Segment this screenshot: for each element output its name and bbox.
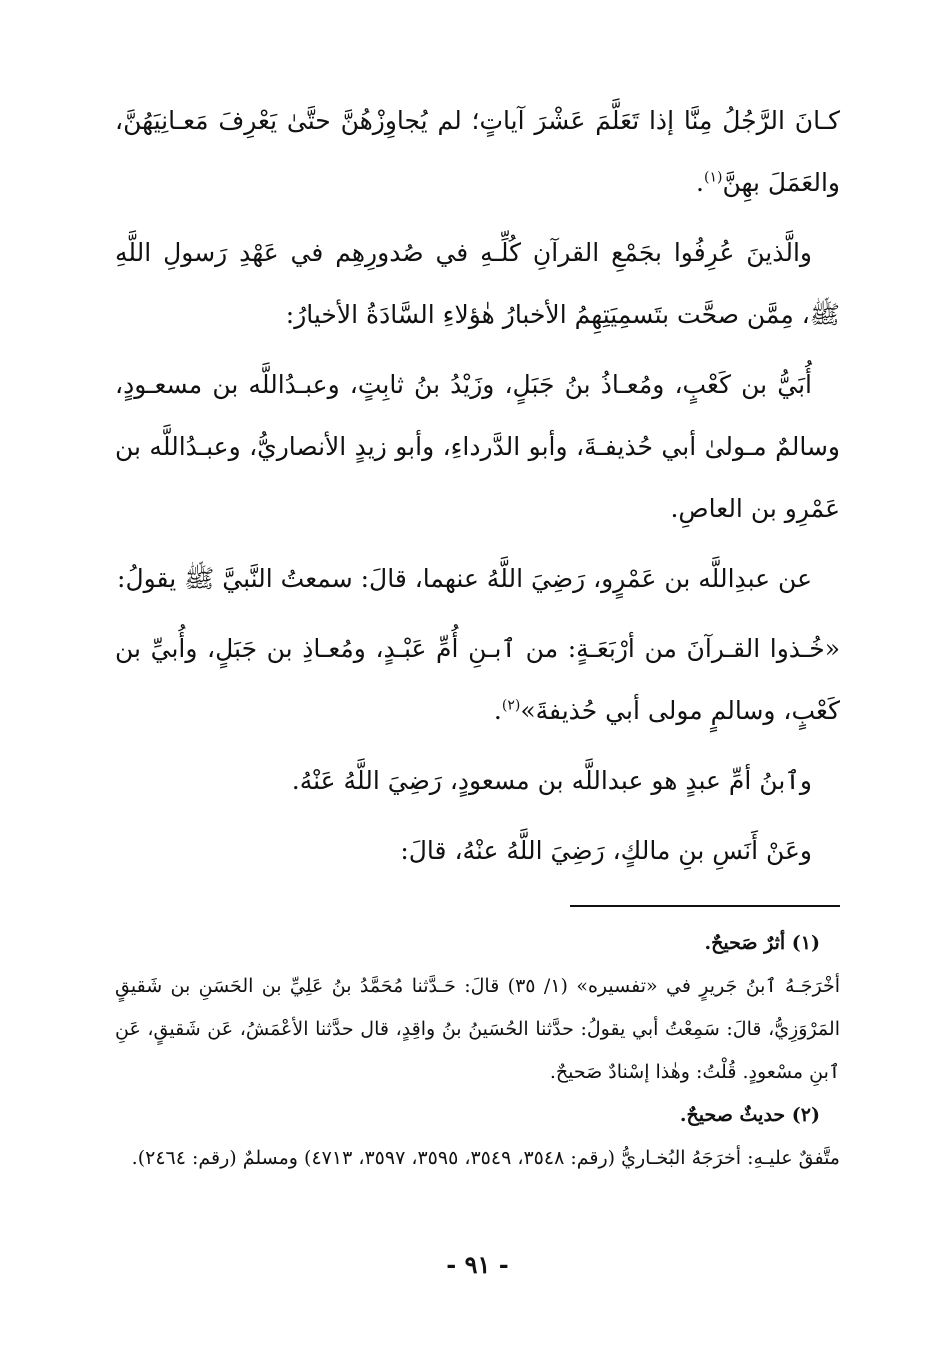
page-number: - ٩١ - (446, 1250, 509, 1279)
main-text (115, 90, 840, 882)
footnote-ref-2[interactable]: (٢) (501, 697, 521, 714)
paragraph-6: وٱبنُ أمِّ عبدٍ هو عبداللَّه بن مسعودٍ، رَضِيَ اللَّهُ عَنْهُ. (291, 766, 812, 795)
footnote-2-heading: (٢) حديثٌ صحيحٌ. (679, 1104, 820, 1126)
footnote-2-body: متَّفقٌ عليـهِ: أخرَجَهُ البُخـاريُّ (رقم: ٣٥٤٨، ٣٥٤٩، ٣٥٩٥، ٣٥٩٧، ٤٧١٣) ومسلمٌ (رقم: ٢٤٦٤). (131, 1147, 840, 1169)
footnote-separator (570, 905, 840, 907)
footnote-1-heading: (١) أثرٌ صَحيحٌ. (704, 932, 820, 954)
paragraph-1 (115, 90, 840, 214)
footnotes (115, 922, 840, 1180)
paragraph-3: أُبَيُّ بن كَعْبٍ، ومُعـاذُ بنُ جَبَلٍ، وزَيْدُ بنُ ثابِتٍ، وعبـدُاللَّه بن مسعـودٍ، وسالمٌ مـولىٰ أبي حُذيفـةَ، وأبو الدَّرداءِ، وأبو زيدٍ الأنصاريُّ، وعبـدُاللَّه بن عَمْرِو بن العاصِ. (115, 370, 840, 523)
page-content (115, 90, 840, 1279)
paragraph-1-text: كـانَ الرَّجُلُ مِنَّا إذا تَعَلَّمَ عَشْرَ آياتٍ؛ لم يُجاوِزْهُنَّ حتَّىٰ يَعْرِفَ مَعـانِيَهُنَّ، والعَمَلَ بهِنَّ (115, 106, 840, 197)
paragraph-5 (115, 618, 840, 742)
footnote-1-body: أخْرَجَـهُ ٱبنُ جَريرٍ في «تفسيره» (١/ ٣٥) قالَ: حَـدَّثنا مُحَمَّدُ بنُ عَلِيِّ بن الحَسَنِ بن شَقيقٍ المَرْوَزِيُّ، قالَ: سَمِعْتُ أبي يقولُ: حدَّثنا الحُسَينُ بنُ واقِدٍ، قال حدَّثنا الأعْمَشُ، عَن شَقيقٍ، عَنِ ٱبنِ مسْعودٍ. قُلْتُ: وهٰذا إسْنادٌ صَحيحٌ. (115, 975, 840, 1083)
paragraph-1-end: . (696, 168, 704, 197)
footnote-ref-1[interactable]: (١) (703, 169, 723, 186)
paragraph-5-text: «خُـذوا القـرآنَ من أرْبَعَـةٍ: من ٱبـنِ أُمِّ عَبْـدٍ، ومُعـاذِ بن جَبَلٍ، وأُبيِّ بن كَعْبٍ، وسالمٍ مولى أبي حُذيفةَ» (115, 634, 840, 725)
paragraph-7: وعَنْ أَنَسِ بنِ مالكٍ، رَضِيَ اللَّهُ عنْهُ، قالَ: (400, 836, 812, 865)
paragraph-2: والَّذينَ عُرِفُوا بجَمْعِ القرآنِ كُلِّـهِ في صُدورِهِم في عَهْدِ رَسولِ اللَّهِ ﷺ، مِمَّن صحَّت بتَسمِيَتِهِمُ الأخبارُ هٰؤلاءِ السَّادَةُ الأخيارُ: (115, 238, 840, 329)
paragraph-4: عن عبدِاللَّه بن عَمْرٍو، رَضِيَ اللَّهُ عنهما، قالَ: سمعتُ النَّبيَّ ﷺ يقولُ: (117, 564, 812, 593)
paragraph-5-end: . (493, 696, 502, 725)
